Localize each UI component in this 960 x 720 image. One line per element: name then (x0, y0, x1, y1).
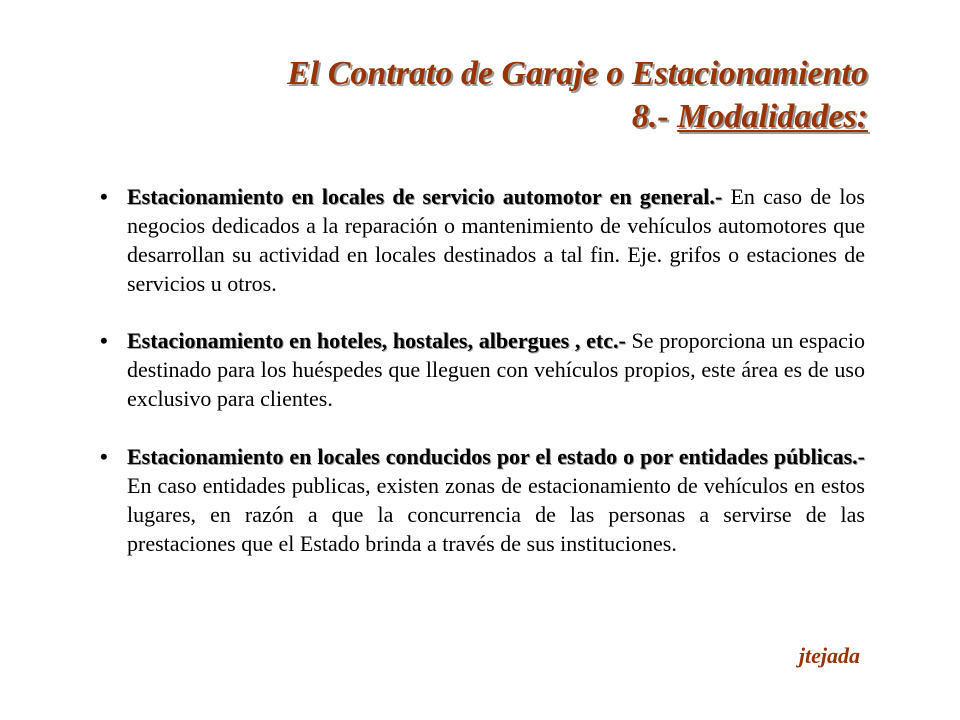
bullet-heading: Estacionamiento en hoteles, hostales, albergues , etc.- (127, 328, 626, 353)
bullet-marker: • (100, 328, 108, 353)
title-line-1: El Contrato de Garaje o Estacionamiento (287, 55, 868, 92)
title-section-number: 8.- (631, 98, 678, 135)
bullet-list (100, 182, 865, 586)
bullet-text: En caso entidades publicas, existen zonas de estacionamiento de vehículos en estos lugares, en razón a que la concurrencia de las personas a servirse de las prestaciones que el Estado brinda a través de sus instituciones. (127, 473, 865, 556)
title-line-2 (287, 95, 868, 138)
bullet-item (100, 326, 865, 413)
slide-title (287, 52, 868, 138)
bullet-item (100, 182, 865, 298)
bullet-marker: • (100, 184, 108, 209)
bullet-item (100, 442, 865, 558)
bullet-text: Se proporciona un espacio destinado para los huéspedes que lleguen con vehículos propios, este área es de uso exclusivo para clientes. (127, 328, 865, 411)
author-signature: jtejada (798, 643, 860, 668)
bullet-text: En caso de los negocios dedicados a la reparación o mantenimiento de vehículos automotores que desarrollan su actividad en locales destinados a tal fin. Eje. grifos o estaciones de servicios u otros. (127, 184, 865, 296)
bullet-marker: • (100, 444, 108, 469)
title-section-name: Modalidades: (677, 98, 868, 135)
bullet-heading: Estacionamiento en locales de servicio automotor en general.- (127, 184, 723, 209)
bullet-heading: Estacionamiento en locales conducidos por el estado o por entidades públicas.- (127, 444, 865, 469)
